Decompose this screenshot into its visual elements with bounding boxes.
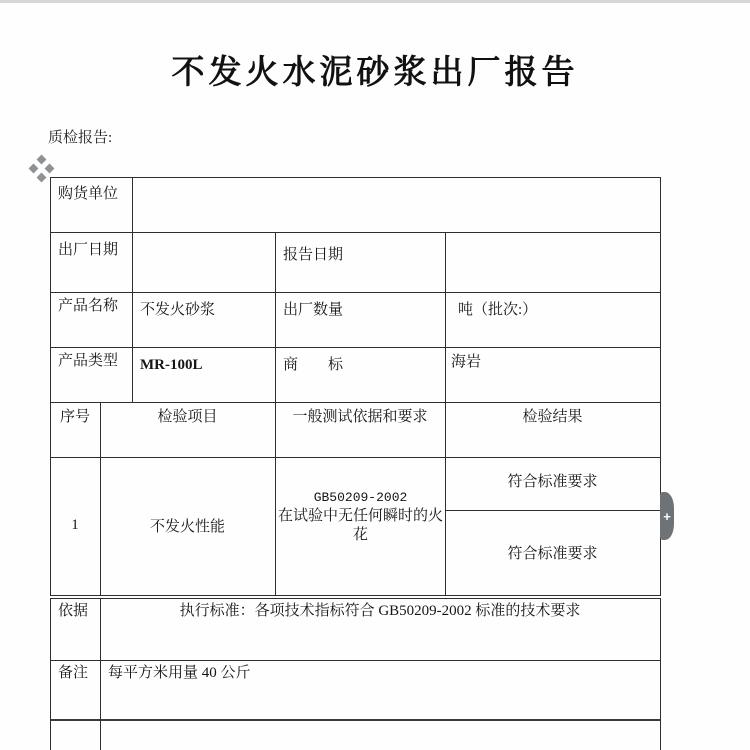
table-gridline: [50, 347, 660, 348]
table-gridline: [50, 598, 51, 750]
table-gridline: [50, 719, 661, 721]
product-name-value: 不发火砂浆: [140, 302, 216, 318]
trademark-label: 商 标: [283, 357, 344, 373]
header-basis: 一般测试依据和要求: [292, 409, 428, 425]
row-basis-standard: GB50209-2002: [313, 490, 408, 505]
row-basis: [277, 488, 444, 545]
plus-icon: +: [663, 508, 671, 524]
remark-value: 每平方米用量 40 公斤: [108, 665, 251, 681]
move-handle-diamond: [45, 164, 55, 174]
product-name-label: 产品名称: [58, 298, 119, 314]
quantity-value: 吨（批次:）: [458, 302, 538, 318]
table-gridline: [132, 177, 133, 403]
report-date-label: 报告日期: [283, 247, 344, 263]
row-basis-requirement: 在试验中无任何瞬时的火花: [277, 508, 443, 543]
trademark-value: 海岩: [451, 354, 482, 370]
table-gridline: [50, 232, 660, 233]
header-item: 检验项目: [157, 409, 218, 425]
move-handle-diamond: [37, 155, 47, 165]
page-title: 不发火水泥砂浆出厂报告: [171, 55, 579, 91]
scan-edge: [0, 0, 750, 3]
product-type-value: MR-100L: [140, 357, 203, 373]
table-gridline: [660, 598, 661, 750]
remark-label: 备注: [58, 665, 89, 681]
table-gridline: [100, 402, 101, 596]
table-gridline: [100, 598, 101, 750]
table-gridline: [50, 292, 660, 293]
table-gridline: [50, 660, 660, 661]
move-handle-diamond: [29, 164, 39, 174]
table-gridline: [50, 402, 660, 403]
row-item: 不发火性能: [149, 519, 225, 535]
table-gridline: [445, 510, 660, 511]
table-move-handle-icon[interactable]: [29, 155, 55, 183]
quantity-label: 出厂数量: [283, 302, 344, 318]
report-label: 质检报告:: [48, 130, 113, 146]
product-type-label: 产品类型: [58, 353, 119, 369]
row-no: 1: [71, 517, 79, 533]
table-gridline: [50, 595, 660, 596]
table-gridline: [50, 598, 660, 599]
basis-value: 执行标准：各项技术指标符合 GB50209-2002 标准的技术要求: [179, 603, 581, 619]
basis-label: 依据: [58, 603, 89, 619]
purchaser-label: 购货单位: [58, 186, 119, 202]
header-result: 检验结果: [522, 409, 583, 425]
header-no: 序号: [59, 409, 90, 425]
row-result-bottom: 符合标准要求: [507, 546, 598, 562]
move-handle-diamond: [37, 173, 47, 183]
ship-date-label: 出厂日期: [58, 242, 119, 258]
add-button[interactable]: [660, 492, 674, 540]
table-gridline: [50, 177, 660, 178]
row-result-top: 符合标准要求: [507, 474, 598, 490]
table-gridline: [50, 457, 660, 458]
